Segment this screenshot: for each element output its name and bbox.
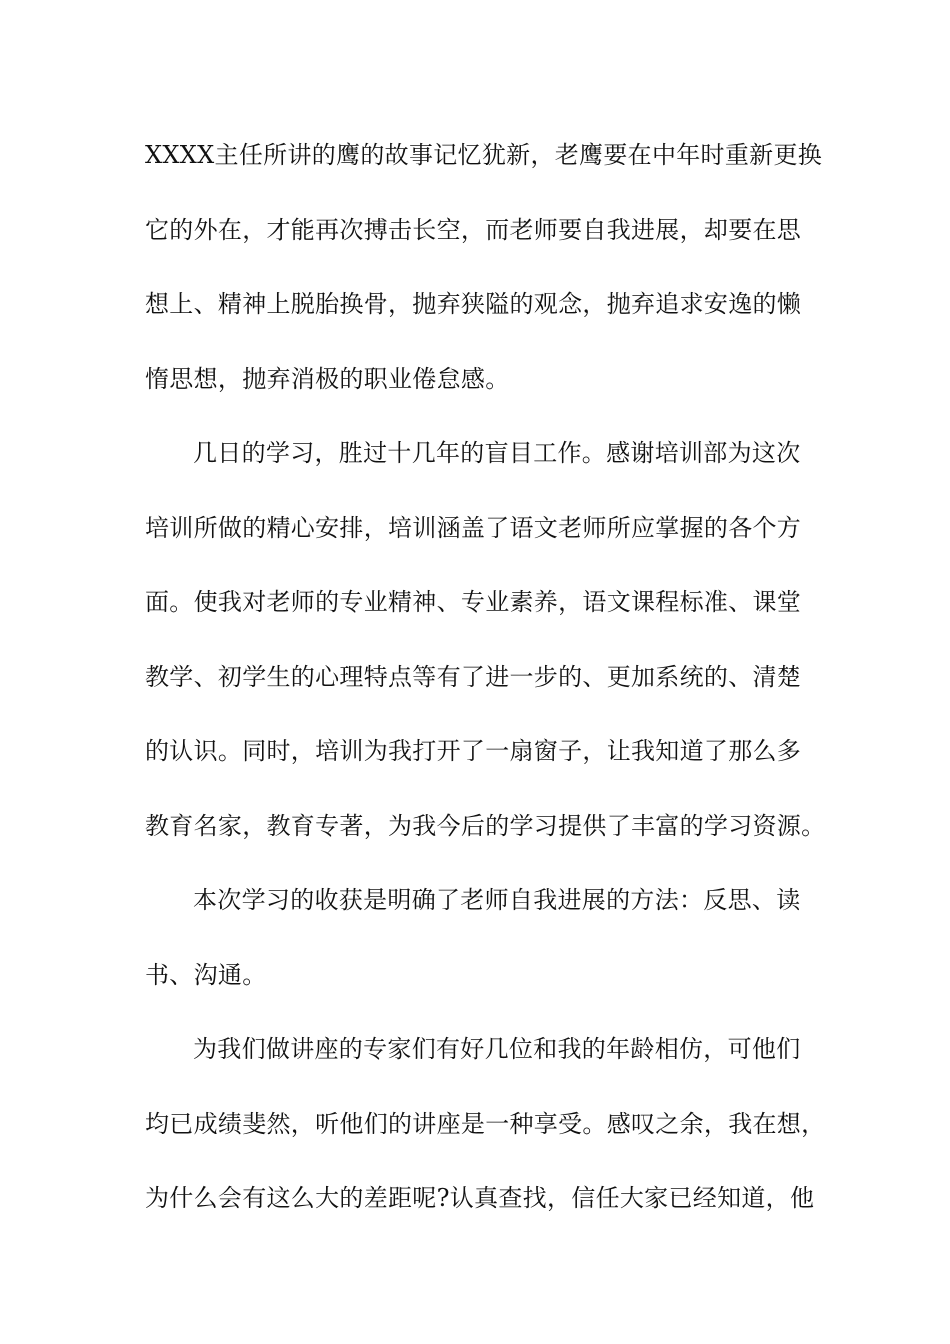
text-line: 的认识。同时，培训为我打开了一扇窗子，让我知道了那么多	[145, 737, 802, 765]
text-line: 培训所做的精心安排，培训涵盖了语文老师所应掌握的各个方	[145, 513, 802, 542]
text-line: 均已成绩斐然，听他们的讲座是一种享受。感叹之余，我在想，	[145, 1109, 826, 1138]
text-line: 惰思想，抛弃消极的职业倦怠感。	[145, 364, 510, 393]
text-line: 教育名家，教育专著，为我今后的学习提供了丰富的学习资源。	[145, 811, 826, 840]
body-text	[145, 130, 835, 1248]
text-line: 教学、初学生的心理特点等有了进一步的、更加系统的、清楚	[145, 662, 802, 691]
paragraph-start-line: 本次学习的收获是明确了老师自我进展的方法：反思、读	[193, 886, 801, 914]
text-line: XXXX主任所讲的鹰的故事记忆犹新，老鹰要在中年时重新更换	[145, 141, 823, 169]
paragraph-start-line: 为我们做讲座的专家们有好几位和我的年龄相仿，可他们	[193, 1035, 801, 1063]
text-line: 想上、精神上脱胎换骨，抛弃狭隘的观念，抛弃追求安逸的懒	[145, 290, 802, 318]
paragraph-start-line: 几日的学习，胜过十几年的盲目工作。感谢培训部为这次	[193, 439, 801, 467]
text-line: 书、沟通。	[145, 960, 267, 989]
text-line: 为什么会有这么大的差距呢?认真查找，信任大家已经知道，他	[145, 1184, 815, 1212]
text-line: 面。使我对老师的专业精神、专业素养，语文课程标准、课堂	[145, 588, 802, 616]
text-line: 它的外在，才能再次搏击长空，而老师要自我进展，却要在思	[145, 215, 802, 244]
